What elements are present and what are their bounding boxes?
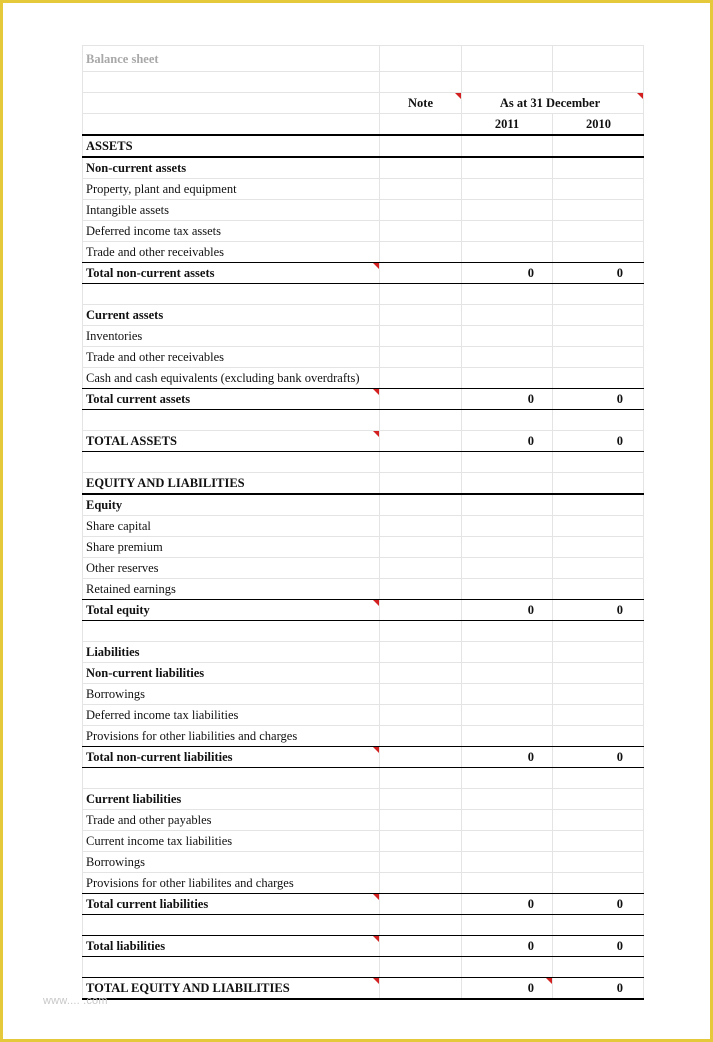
cell[interactable] <box>462 452 553 473</box>
cell[interactable] <box>462 558 553 579</box>
row-label[interactable]: Provisions for other liabilites and charges <box>83 873 380 894</box>
cell[interactable] <box>553 473 644 495</box>
note-cell[interactable] <box>380 978 462 1000</box>
row-label[interactable]: Intangible assets <box>83 200 380 221</box>
cell[interactable] <box>462 157 553 179</box>
value-2011[interactable]: 0 <box>462 389 553 410</box>
cell[interactable] <box>553 957 644 978</box>
cell[interactable] <box>380 537 462 558</box>
row-label[interactable]: Deferred income tax liabilities <box>83 705 380 726</box>
row-label[interactable]: Borrowings <box>83 852 380 873</box>
note-header[interactable]: Note <box>380 93 462 114</box>
row-label[interactable]: TOTAL EQUITY AND LIABILITIES <box>83 978 380 1000</box>
line-item-row-deferred-tax-liabilities <box>83 705 644 726</box>
cell[interactable] <box>462 284 553 305</box>
cell[interactable] <box>380 957 462 978</box>
line-item-row-share-capital <box>83 516 644 537</box>
row-label[interactable]: Other reserves <box>83 558 380 579</box>
cell[interactable] <box>553 663 644 684</box>
cell[interactable] <box>380 200 462 221</box>
cell[interactable] <box>380 284 462 305</box>
row-label[interactable]: EQUITY AND LIABILITIES <box>83 473 380 495</box>
cell[interactable] <box>462 516 553 537</box>
cell[interactable] <box>553 72 644 93</box>
cell[interactable] <box>380 347 462 368</box>
cell[interactable] <box>83 957 380 978</box>
cell[interactable] <box>380 473 462 495</box>
cell[interactable] <box>553 368 644 389</box>
cell[interactable] <box>380 558 462 579</box>
note-cell[interactable] <box>380 894 462 915</box>
blank-row <box>83 768 644 789</box>
row-label[interactable]: Property, plant and equipment <box>83 179 380 200</box>
cell[interactable] <box>553 326 644 347</box>
line-item-row-ppe <box>83 179 644 200</box>
cell[interactable] <box>380 221 462 242</box>
cell[interactable] <box>553 768 644 789</box>
cell[interactable] <box>83 915 380 936</box>
cell[interactable] <box>553 726 644 747</box>
cell[interactable] <box>462 873 553 894</box>
cell[interactable] <box>380 726 462 747</box>
cell[interactable] <box>462 200 553 221</box>
section-row-equity-liabilities <box>83 473 644 495</box>
year-2011-header[interactable]: 2011 <box>462 114 553 136</box>
value-2010[interactable]: 0 <box>553 747 644 768</box>
total-row-total-equity <box>83 600 644 621</box>
section-row-current-liabilities <box>83 789 644 810</box>
cell[interactable] <box>553 305 644 326</box>
cell[interactable] <box>553 642 644 663</box>
row-label[interactable]: Total current liabilities <box>83 894 380 915</box>
cell[interactable] <box>462 537 553 558</box>
sheet-title[interactable]: Balance sheet <box>83 46 380 72</box>
cell[interactable] <box>380 157 462 179</box>
balance-sheet-table <box>82 45 644 1000</box>
section-row-liabilities <box>83 642 644 663</box>
row-label[interactable]: Retained earnings <box>83 579 380 600</box>
line-item-row-intangible <box>83 200 644 221</box>
value-2011[interactable]: 0 <box>462 747 553 768</box>
total-row-total-equity-liabilities <box>83 978 644 1000</box>
cell[interactable] <box>553 537 644 558</box>
cell[interactable] <box>380 326 462 347</box>
line-item-row-provisions-nc <box>83 726 644 747</box>
line-item-row-provisions-c <box>83 873 644 894</box>
row-label[interactable]: Non-current liabilities <box>83 663 380 684</box>
row-label[interactable]: Current liabilities <box>83 789 380 810</box>
cell[interactable] <box>553 135 644 157</box>
cell[interactable] <box>553 579 644 600</box>
cell[interactable] <box>462 347 553 368</box>
header-row <box>83 93 644 114</box>
cell[interactable] <box>462 179 553 200</box>
cell[interactable] <box>380 368 462 389</box>
cell[interactable] <box>462 789 553 810</box>
cell[interactable] <box>380 46 462 72</box>
cell[interactable] <box>462 494 553 516</box>
value-2010[interactable]: 0 <box>553 389 644 410</box>
value-2011[interactable]: 0 <box>462 431 553 452</box>
spacer-row <box>83 72 644 93</box>
cell[interactable] <box>553 347 644 368</box>
value-2011[interactable]: 0 <box>462 894 553 915</box>
cell[interactable] <box>553 452 644 473</box>
cell[interactable] <box>380 242 462 263</box>
cell[interactable] <box>553 221 644 242</box>
cell[interactable] <box>553 284 644 305</box>
line-item-row-current-tax-liabilities <box>83 831 644 852</box>
row-label[interactable]: Share capital <box>83 516 380 537</box>
row-label[interactable]: Deferred income tax assets <box>83 221 380 242</box>
cell[interactable] <box>380 179 462 200</box>
cell[interactable] <box>462 810 553 831</box>
cell[interactable] <box>462 726 553 747</box>
cell[interactable] <box>553 852 644 873</box>
line-item-row-cash <box>83 368 644 389</box>
cell[interactable] <box>462 305 553 326</box>
section-row-current-assets <box>83 305 644 326</box>
cell[interactable] <box>380 494 462 516</box>
cell[interactable] <box>553 516 644 537</box>
section-row-non-current-liabilities <box>83 663 644 684</box>
row-label[interactable]: Share premium <box>83 537 380 558</box>
total-row-total-non-current-liabilities <box>83 747 644 768</box>
row-label[interactable]: Current assets <box>83 305 380 326</box>
blank-row <box>83 957 644 978</box>
line-item-row-other-reserves <box>83 558 644 579</box>
cell[interactable] <box>462 579 553 600</box>
total-row-total-non-current-assets <box>83 263 644 284</box>
value-2011[interactable]: 0 <box>462 600 553 621</box>
cell[interactable] <box>462 621 553 642</box>
value-2011[interactable]: 0 <box>462 936 553 957</box>
row-label[interactable]: Borrowings <box>83 684 380 705</box>
section-row-non-current-assets <box>83 157 644 179</box>
cell[interactable] <box>462 642 553 663</box>
row-label[interactable]: Equity <box>83 494 380 516</box>
line-item-row-share-premium <box>83 537 644 558</box>
cell[interactable] <box>380 768 462 789</box>
value-2010[interactable]: 0 <box>553 894 644 915</box>
row-label[interactable]: ASSETS <box>83 135 380 157</box>
cell[interactable] <box>553 915 644 936</box>
cell[interactable] <box>553 684 644 705</box>
cell[interactable] <box>462 852 553 873</box>
note-cell[interactable] <box>380 431 462 452</box>
row-label[interactable]: Trade and other payables <box>83 810 380 831</box>
cell[interactable] <box>462 957 553 978</box>
cell[interactable] <box>380 873 462 894</box>
row-label[interactable]: Liabilities <box>83 642 380 663</box>
cell[interactable] <box>462 242 553 263</box>
total-row-total-liabilities <box>83 936 644 957</box>
note-cell[interactable] <box>380 389 462 410</box>
value-2010[interactable]: 0 <box>553 600 644 621</box>
cell[interactable] <box>462 368 553 389</box>
cell[interactable] <box>380 831 462 852</box>
cell[interactable] <box>380 579 462 600</box>
cell[interactable] <box>462 684 553 705</box>
cell[interactable] <box>553 157 644 179</box>
cell[interactable] <box>83 114 380 136</box>
blank-row <box>83 410 644 431</box>
cell[interactable] <box>380 663 462 684</box>
line-item-row-trade-payables <box>83 810 644 831</box>
value-2010[interactable]: 0 <box>553 263 644 284</box>
row-label[interactable]: Trade and other receivables <box>83 242 380 263</box>
line-item-row-deferred-tax-assets <box>83 221 644 242</box>
cell[interactable] <box>462 705 553 726</box>
cell[interactable] <box>380 452 462 473</box>
total-row-total-current-liabilities <box>83 894 644 915</box>
cell[interactable] <box>462 473 553 495</box>
cell[interactable] <box>83 621 380 642</box>
cell[interactable] <box>553 410 644 431</box>
cell[interactable] <box>380 810 462 831</box>
row-label[interactable]: Total equity <box>83 600 380 621</box>
value-2010[interactable]: 0 <box>553 431 644 452</box>
cell[interactable] <box>462 410 553 431</box>
cell[interactable] <box>83 72 380 93</box>
cell[interactable] <box>380 72 462 93</box>
cell[interactable] <box>380 410 462 431</box>
row-label[interactable]: Total current assets <box>83 389 380 410</box>
value-2010[interactable]: 0 <box>553 936 644 957</box>
row-label[interactable]: Cash and cash equivalents (excluding bank overdrafts) <box>83 368 380 389</box>
cell[interactable] <box>462 46 553 72</box>
line-item-row-inventories <box>83 326 644 347</box>
note-cell[interactable] <box>380 600 462 621</box>
row-label[interactable]: Non-current assets <box>83 157 380 179</box>
value-2011[interactable]: 0 <box>462 263 553 284</box>
row-label[interactable]: Trade and other receivables <box>83 347 380 368</box>
cell[interactable] <box>380 114 462 136</box>
cell[interactable] <box>553 873 644 894</box>
cell[interactable] <box>462 915 553 936</box>
cell[interactable] <box>83 410 380 431</box>
row-label[interactable]: Total non-current assets <box>83 263 380 284</box>
cell[interactable] <box>553 46 644 72</box>
section-row-equity <box>83 494 644 516</box>
blank-row <box>83 452 644 473</box>
cell[interactable] <box>462 831 553 852</box>
cell[interactable] <box>380 852 462 873</box>
year-row <box>83 114 644 136</box>
cell[interactable] <box>553 494 644 516</box>
row-label[interactable]: Provisions for other liabilities and charges <box>83 726 380 747</box>
cell[interactable] <box>380 684 462 705</box>
note-cell[interactable] <box>380 936 462 957</box>
row-label[interactable]: TOTAL ASSETS <box>83 431 380 452</box>
value-2011[interactable]: 0 <box>462 978 553 1000</box>
cell[interactable] <box>553 242 644 263</box>
comment-flag <box>637 93 643 99</box>
cell[interactable] <box>462 768 553 789</box>
note-cell[interactable] <box>380 263 462 284</box>
cell[interactable] <box>380 621 462 642</box>
blank-row <box>83 621 644 642</box>
cell[interactable] <box>380 642 462 663</box>
row-label[interactable]: Total liabilities <box>83 936 380 957</box>
note-cell[interactable] <box>380 747 462 768</box>
cell[interactable] <box>380 135 462 157</box>
cell[interactable] <box>553 558 644 579</box>
title-row <box>83 46 644 72</box>
row-label[interactable]: Total non-current liabilities <box>83 747 380 768</box>
cell[interactable] <box>380 915 462 936</box>
value-2010[interactable]: 0 <box>553 978 644 1000</box>
cell[interactable] <box>553 705 644 726</box>
as-at-header[interactable] <box>462 93 644 114</box>
blank-row <box>83 915 644 936</box>
cell[interactable] <box>380 705 462 726</box>
cell[interactable] <box>553 179 644 200</box>
cell[interactable] <box>462 221 553 242</box>
cell[interactable] <box>553 621 644 642</box>
cell[interactable] <box>553 831 644 852</box>
watermark: www.... .com <box>43 995 108 1007</box>
cell[interactable] <box>83 768 380 789</box>
cell[interactable] <box>462 663 553 684</box>
line-item-row-trade-receivables-nc <box>83 242 644 263</box>
line-item-row-borrowings-nc <box>83 684 644 705</box>
cell[interactable] <box>83 284 380 305</box>
total-row-total-current-assets <box>83 389 644 410</box>
total-row-total-assets <box>83 431 644 452</box>
blank-row <box>83 284 644 305</box>
cell[interactable] <box>462 72 553 93</box>
section-row-assets <box>83 135 644 157</box>
cell[interactable] <box>553 810 644 831</box>
cell[interactable] <box>462 326 553 347</box>
cell[interactable] <box>553 200 644 221</box>
cell[interactable] <box>380 789 462 810</box>
row-label[interactable]: Inventories <box>83 326 380 347</box>
cell[interactable] <box>462 135 553 157</box>
cell[interactable] <box>83 452 380 473</box>
cell[interactable] <box>553 789 644 810</box>
year-2010-header[interactable]: 2010 <box>553 114 644 136</box>
row-label[interactable]: Current income tax liabilities <box>83 831 380 852</box>
line-item-row-borrowings-c <box>83 852 644 873</box>
cell[interactable] <box>380 305 462 326</box>
as-at-label: As at 31 December <box>499 96 601 110</box>
cell[interactable] <box>380 516 462 537</box>
line-item-row-retained-earnings <box>83 579 644 600</box>
line-item-row-trade-receivables-c <box>83 347 644 368</box>
cell[interactable] <box>83 93 380 114</box>
